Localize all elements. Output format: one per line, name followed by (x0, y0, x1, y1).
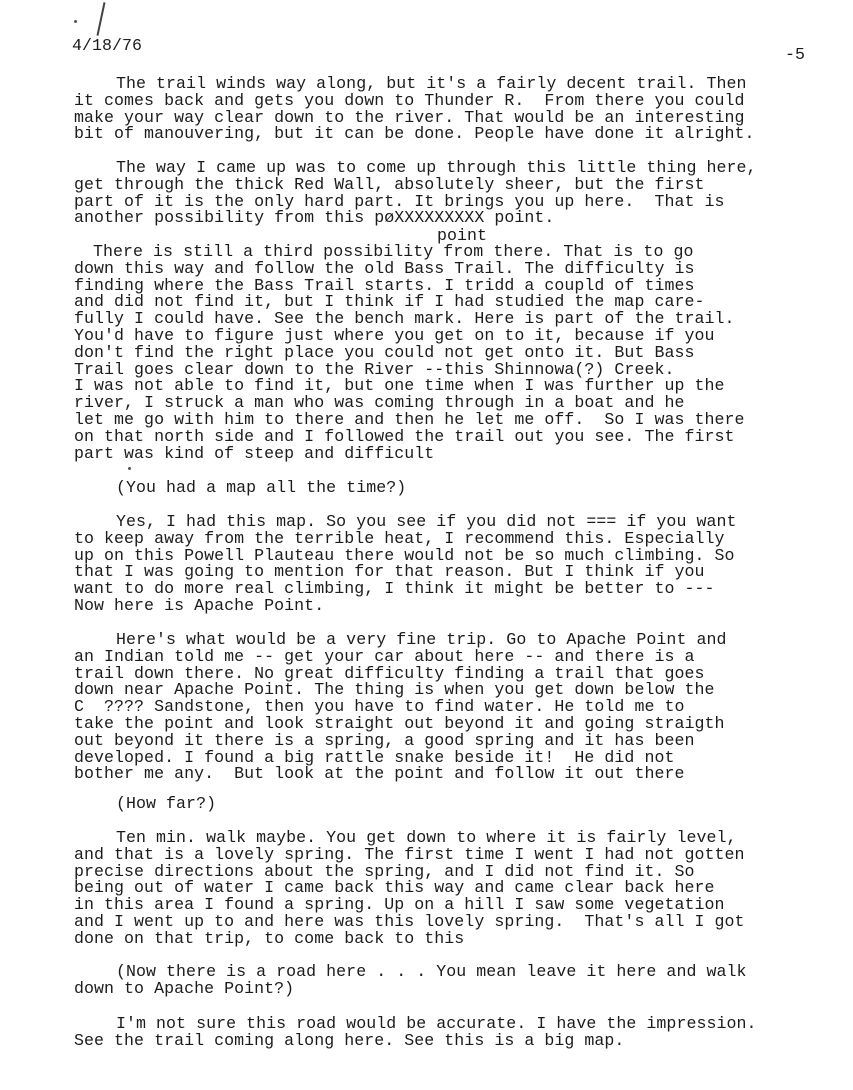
text-line: down to Apache Point?) (74, 978, 295, 998)
text-line: that I was going to mention for that reason. But I think if you (74, 562, 705, 582)
text-line: C ???? Sandstone, then you have to find water. He told me to (74, 697, 685, 717)
text-line: let me go with him to there and then he let me off. So I was there (74, 410, 745, 429)
speck (128, 467, 131, 470)
text-line: up on this Powell Plauteau there would not be so much climbing. So (74, 545, 735, 565)
text-line: fully I could have. See the bench mark. Here is part of the trail. (74, 309, 735, 329)
text-line: bother me any. But look at the point and follow it out there (74, 764, 685, 784)
pen-mark (96, 2, 105, 36)
text-line: part of it is the only hard part. It brings you up here. That is (74, 191, 725, 211)
text-line: down near Apache Point. The thing is when you get down below the (74, 680, 715, 700)
text-line: don't find the right place you could not get onto it. But Bass (74, 342, 695, 362)
page-number: -5 (785, 45, 806, 64)
speck (74, 20, 77, 23)
text-line: and that is a lovely spring. The first time I went I had not gotten (74, 844, 745, 864)
text-line: Trail goes clear down to the River --this Shinnowa(?) Creek. (74, 359, 675, 379)
text-line: developed. I found a big rattle snake beside it! He did not (74, 747, 675, 767)
text-line: (How far?) (116, 794, 217, 813)
text-line: Now here is Apache Point. (74, 596, 325, 615)
text-line: I'm not sure this road would be accurate. I have the impression. (116, 1014, 757, 1033)
text-line: make your way clear down to the river. That would be an interesting (74, 107, 745, 127)
text-line: it comes back and gets you down to Thunder R. From there you could (74, 90, 745, 110)
text-line: Here's what would be a very fine trip. Go to Apache Point and (116, 630, 727, 649)
text-line: being out of water I came back this way and came clear back here (74, 878, 715, 898)
text-line: (You had a map all the time?) (116, 478, 407, 497)
text-line: part was kind of steep and difficult (74, 443, 435, 463)
text-line: (Now there is a road here . . . You mean leave it here and walk (116, 962, 747, 981)
text-line: See the trail coming along here. See this is a big map. (74, 1030, 625, 1050)
text-line: The trail winds way along, but it's a fairly decent trail. Then (116, 74, 747, 93)
text-line: get through the thick Red Wall, absolutely sheer, but the first (74, 174, 705, 194)
text-line: on that north side and I followed the trail out you see. The first (74, 426, 735, 446)
text-line: trail down there. No great difficulty finding a trail that goes (74, 663, 705, 683)
date-header: 4/18/76 (72, 36, 143, 55)
text-line: and I went up to and here was this lovely spring. That's all I got (74, 912, 745, 931)
text-line: river, I struck a man who was coming through in a boat and he (74, 393, 685, 413)
text-line: bit of manouvering, but it can be done. People have done it alright. (74, 124, 755, 144)
text-line: down this way and follow the old Bass Trail. The difficulty is (74, 258, 695, 278)
text-line: The way I came up was to come up through this little thing here, (116, 158, 757, 177)
text-line: take the point and look straight out beyond it and going straigth (74, 714, 725, 733)
text-line: Yes, I had this map. So you see if you did not === if you want (116, 512, 737, 531)
text-line: out beyond it there is a spring, a good spring and it has been (74, 730, 695, 750)
text-line: precise directions about the spring, and I did not find it. So (74, 861, 695, 881)
text-line: done on that trip, to come back to this (74, 928, 465, 948)
text-line: point (437, 226, 488, 245)
text-line: to keep away from the terrible heat, I recommend this. Especially (74, 528, 725, 548)
text-line: finding where the Bass Trail starts. I tridd a coupld of times (74, 275, 695, 295)
text-line: You'd have to figure just where you get on to it, because if you (74, 326, 715, 345)
text-line: an Indian told me -- get your car about here -- and there is a (74, 646, 695, 666)
text-line: in this area I found a spring. Up on a hill I saw some vegetation (74, 895, 725, 915)
text-line: There is still a third possibility from there. That is to go (93, 242, 694, 261)
text-line: want to do more real climbing, I think it might be better to --- (74, 579, 715, 599)
text-line: another possibility from this pøXXXXXXXXX point. (74, 208, 555, 228)
text-line: Ten min. walk maybe. You get down to where it is fairly level, (116, 828, 737, 847)
text-line: I was not able to find it, but one time when I was further up the (74, 376, 725, 396)
text-line: and did not find it, but I think if I had studied the map care- (74, 292, 705, 312)
